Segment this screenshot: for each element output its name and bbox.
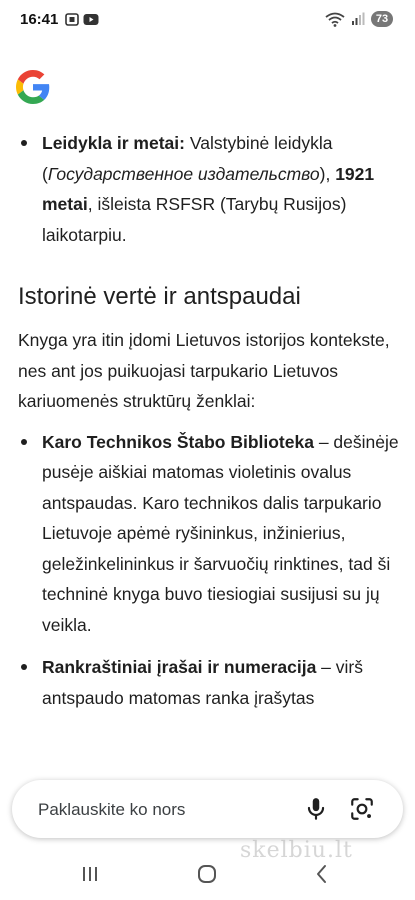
bullet-list-publication	[0, 128, 415, 250]
list-item	[18, 652, 399, 713]
list-item-text: , išleista RSFSR (Tarybų Rusijos) laikotarpiu.	[42, 194, 347, 245]
back-icon[interactable]	[310, 862, 334, 886]
recent-apps-icon[interactable]	[78, 862, 102, 886]
content-fade	[0, 712, 415, 782]
list-item	[18, 427, 399, 641]
notification-icons	[65, 13, 99, 26]
google-g-icon	[16, 70, 50, 104]
list-item-text: ),	[319, 163, 336, 184]
section-paragraph: Knyga yra itin įdomi Lietuvos istorijos kontekste, nes ant jos puikuojasi tarpukario Lietuvos kariuomenės struktūrų ženklai:	[18, 330, 390, 411]
list-item-title: Leidykla ir metai:	[42, 133, 185, 153]
search-input[interactable]	[38, 799, 298, 821]
bullet-list-stamps	[0, 427, 415, 714]
list-item-title: Karo Technikos Štabo Biblioteka	[42, 431, 314, 452]
answer-content	[0, 128, 415, 778]
battery-level: 73	[371, 11, 393, 27]
status-bar	[0, 0, 415, 40]
section-heading: Istorinė vertė ir antspaudai	[18, 283, 301, 310]
mic-icon[interactable]	[303, 796, 329, 822]
list-item-text: – virš antspaudo matomas ranka įrašytas	[42, 657, 363, 708]
watermark: skelbiu.lt	[240, 838, 353, 863]
list-item-italic: Государственное издательство	[47, 163, 320, 184]
list-item-title: Rankraštiniai įrašai ir numeracija	[42, 657, 317, 677]
search-bar[interactable]	[12, 780, 403, 838]
wifi-icon	[325, 12, 345, 27]
system-status-icons	[325, 11, 393, 27]
signal-icon	[351, 12, 365, 26]
home-icon[interactable]	[195, 862, 219, 886]
youtube-icon	[83, 13, 99, 26]
screenshot-icon	[65, 13, 79, 26]
list-item	[18, 128, 399, 250]
navigation-bar	[0, 848, 415, 900]
list-item-bold: 1921 metai	[42, 163, 375, 214]
google-lens-icon[interactable]	[349, 796, 375, 822]
list-item-text: – dešinėje pusėje aiškiai matomas violetinis ovalus antspaudas. Karo technikos dalis tarpukario Lietuvoje apėmė ryšininkus, inžinierius, geležinkelininkus ir šarvuočių rinktines, tad ši techninė knyga buvo tiesiogiai susijusi su jų veikla.	[42, 431, 399, 635]
status-time: 16:41	[20, 11, 59, 28]
list-item-text: Valstybinė leidykla (	[42, 133, 333, 184]
